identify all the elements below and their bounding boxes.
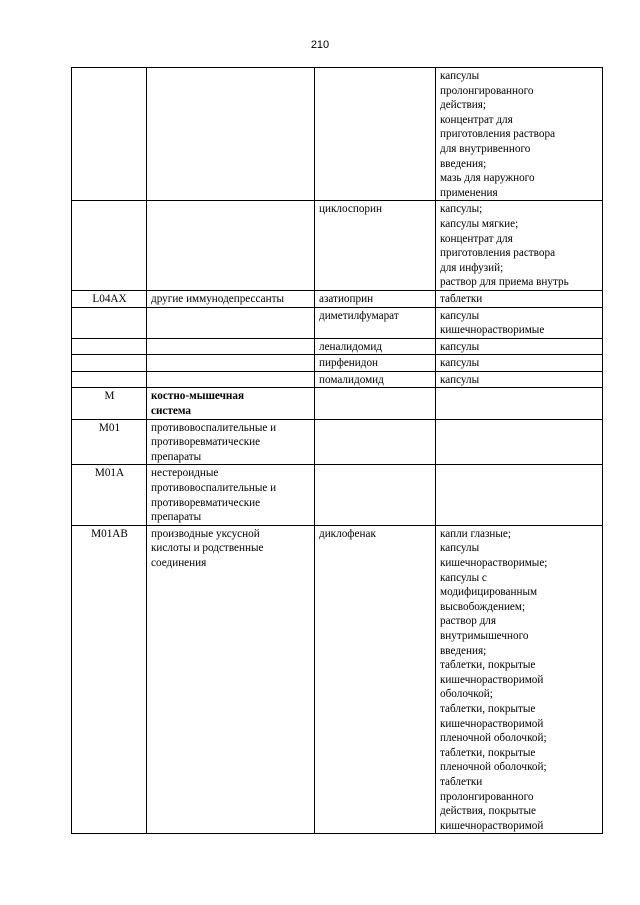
group-name-cell: [147, 355, 315, 372]
dosage-forms-cell: [436, 465, 603, 525]
group-name-cell: производные уксусной кислоты и родственные соединения: [147, 525, 315, 833]
dosage-forms-cell: капсулы пролонгированного действия; концентрат для приготовления раствора для внутривенного введения; мазь для наружного применения: [436, 68, 603, 201]
table-row: [72, 307, 603, 338]
group-name-cell: [147, 338, 315, 355]
table-row: [72, 525, 603, 833]
group-name-cell: [147, 371, 315, 388]
atc-code-cell: [72, 307, 147, 338]
drug-name-cell: [315, 419, 436, 465]
dosage-forms-cell: [436, 388, 603, 419]
drug-name-cell: [315, 68, 436, 201]
table-row: [72, 419, 603, 465]
group-name-cell: нестероидные противовоспалительные и противоревматические препараты: [147, 465, 315, 525]
table-row: [72, 290, 603, 307]
table-row: [72, 465, 603, 525]
dosage-forms-cell: капсулы: [436, 355, 603, 372]
atc-code-cell: M01AB: [72, 525, 147, 833]
page-number: 210: [310, 39, 330, 51]
group-name-cell: [147, 307, 315, 338]
drug-name-cell: леналидомид: [315, 338, 436, 355]
atc-code-cell: [72, 338, 147, 355]
atc-code-cell: [72, 201, 147, 291]
drug-name-cell: диметилфумарат: [315, 307, 436, 338]
table-row: [72, 338, 603, 355]
atc-code-cell: M01A: [72, 465, 147, 525]
drug-name-cell: пирфенидон: [315, 355, 436, 372]
dosage-forms-cell: [436, 419, 603, 465]
atc-code-cell: L04AX: [72, 290, 147, 307]
drug-name-cell: диклофенак: [315, 525, 436, 833]
table-row: [72, 371, 603, 388]
table-row: [72, 388, 603, 419]
atc-code-cell: [72, 371, 147, 388]
drug-classification-table: [71, 67, 603, 834]
group-name-cell: костно-мышечная система: [147, 388, 315, 419]
drug-name-cell: помалидомид: [315, 371, 436, 388]
group-name-cell: [147, 201, 315, 291]
table-row: [72, 201, 603, 291]
table-row: [72, 68, 603, 201]
dosage-forms-cell: капсулы; капсулы мягкие; концентрат для приготовления раствора для инфузий; раствор для приема внутрь: [436, 201, 603, 291]
dosage-forms-cell: капли глазные; капсулы кишечнорастворимые; капсулы с модифицированным высвобождением; раствор для внутримышечного введения; таблетки, покрытые кишечнорастворимой оболочкой; таблетки, покрытые кишечнорастворимой пленочной оболочкой; таблетки, покрытые пленочной оболочкой; таблетки пролонгированного действия, покрытые кишечнорастворимой: [436, 525, 603, 833]
atc-code-cell: [72, 355, 147, 372]
group-name-cell: другие иммунодепрессанты: [147, 290, 315, 307]
drug-name-cell: [315, 465, 436, 525]
table-row: [72, 355, 603, 372]
atc-code-cell: M: [72, 388, 147, 419]
dosage-forms-cell: капсулы кишечнорастворимые: [436, 307, 603, 338]
drug-name-cell: [315, 388, 436, 419]
group-name-cell: противовоспалительные и противоревматические препараты: [147, 419, 315, 465]
group-name-cell: [147, 68, 315, 201]
drug-name-cell: циклоспорин: [315, 201, 436, 291]
drug-name-cell: азатиоприн: [315, 290, 436, 307]
dosage-forms-cell: капсулы: [436, 338, 603, 355]
dosage-forms-cell: таблетки: [436, 290, 603, 307]
dosage-forms-cell: капсулы: [436, 371, 603, 388]
atc-code-cell: [72, 68, 147, 201]
atc-code-cell: M01: [72, 419, 147, 465]
